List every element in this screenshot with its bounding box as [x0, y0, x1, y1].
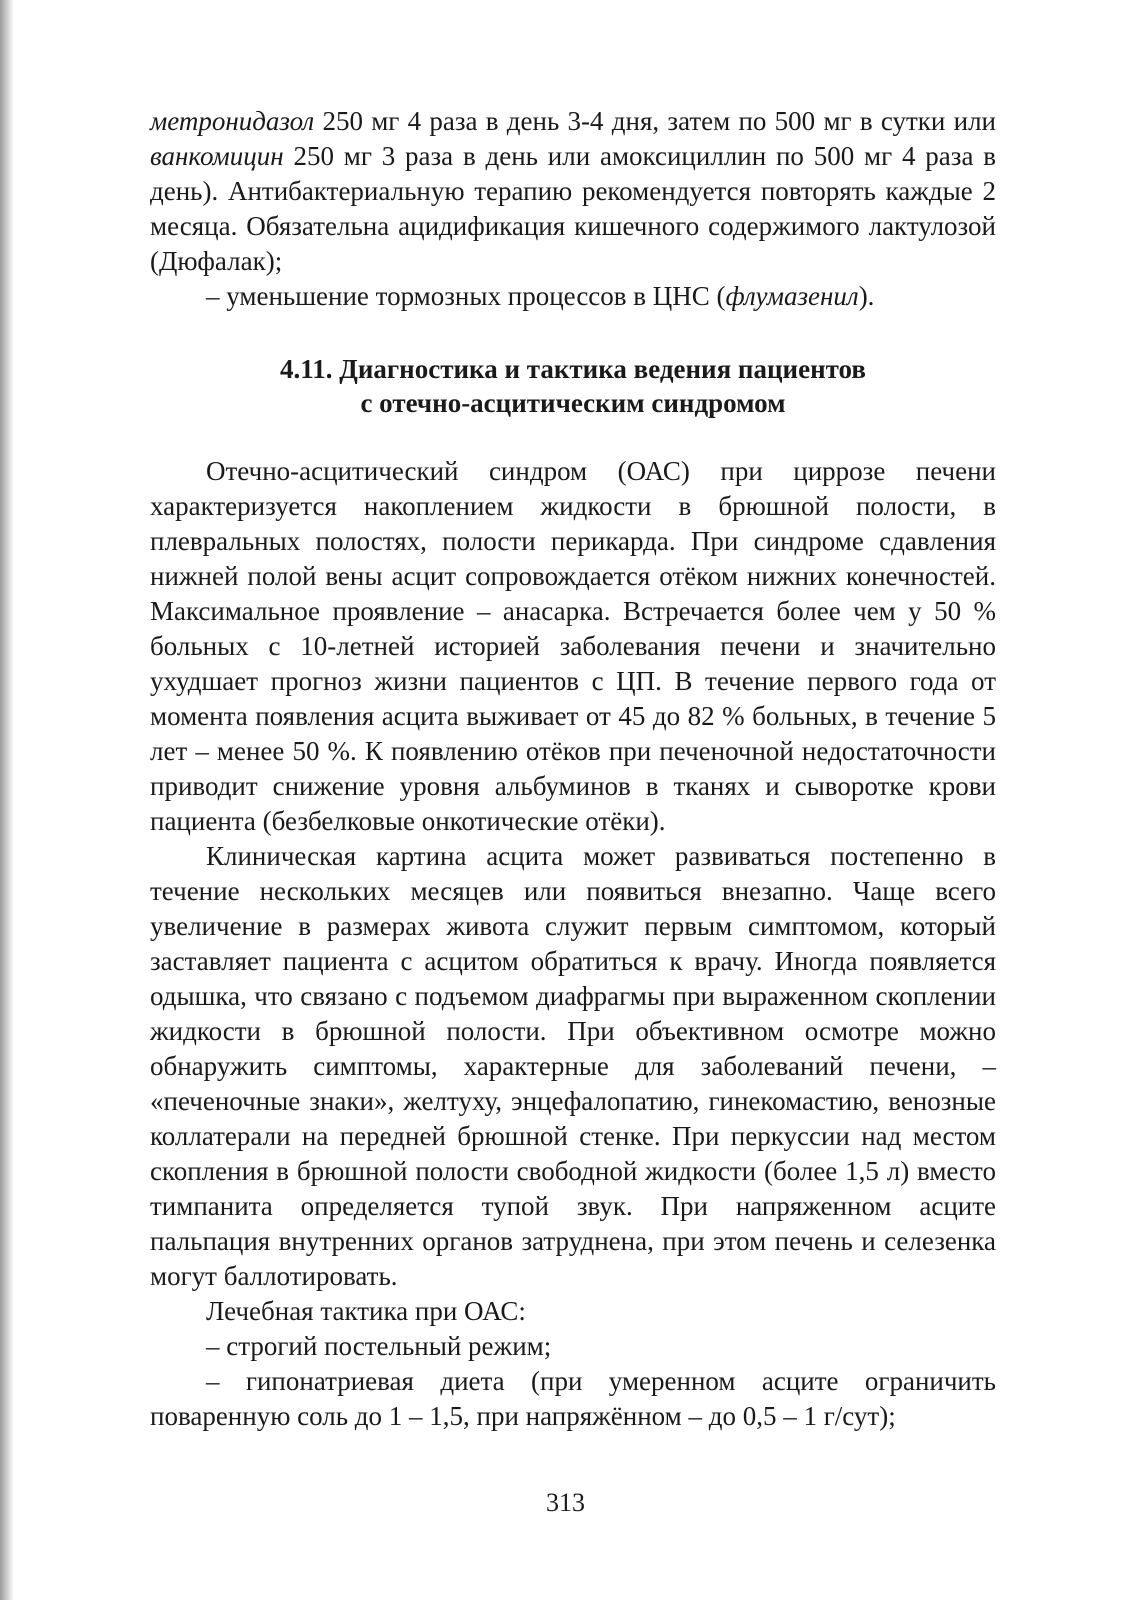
body-paragraph-1: Отечно-асцитический синдром (ОАС) при циррозе печени характеризуется накоплением жидкости в брюшной полости, в плевральных полостях, полости перикарда. При синдроме сдавления нижней полой вены асцит сопровождается отёком нижних конечностей. Максимальное проявление – анасарка. Встречается более чем у 50 % больных с 10-летней историей заболевания печени и значительно ухудшает прогноз жизни пациентов с ЦП. В течение первого года от момента появления асцита выживает от 45 до 82 % больных, в течение 5 лет – менее 50 %. К появлению отёков при печеночной недостаточности приводит снижение уровня альбуминов в тканях и сыворотке крови пациента (безбелковые онкотические отёки). — [150, 456, 996, 836]
scan-binding-shadow — [0, 0, 14, 1600]
body-paragraph-2: Клиническая картина асцита может развиваться постепенно в течение нескольких месяцев или появиться внезапно. Чаще всего увеличение в размерах живота служит первым симптомом, который заставляет пациента с асцитом обратиться к врачу. Иногда появляется одышка, что связано с подъемом диафрагмы при выраженном скоплении жидкости в брюшной полости. При объективном осмотре можно обнаружить симптомы, характерные для заболеваний печени, – «печеночные знаки», желтуху, энцефалопатию, гинекомастию, венозные коллатерали на передней брюшной стенке. При перкуссии над местом скопления в брюшной полости свободной жидкости (более 1,5 л) вместо тимпанита определяется тупой звук. При напряженном асците пальпация внутренних органов затруднена, при этом печень и селезенка могут баллотировать. — [150, 841, 996, 1291]
intro-text-1: 250 мг 4 раза в день 3-4 дня, затем по 500 мг в сутки или — [314, 106, 996, 136]
tactics-item-2: – гипонатриевая диета (при умеренном асците ограничить поваренную соль до 1 – 1,5, при напряжённом – до 0,5 – 1 г/сут); — [150, 1366, 996, 1431]
section-heading — [150, 352, 996, 420]
section-heading-line-1: 4.11. Диагностика и тактика ведения пациентов — [280, 354, 866, 384]
page-number: 313 — [546, 1488, 585, 1517]
intro-bullet-suffix: ). — [858, 281, 875, 311]
intro-paragraph — [150, 104, 996, 279]
tactics-title: Лечебная тактика при ОАС: — [206, 1296, 526, 1326]
drug-name-flumazenil: флумазенил — [725, 281, 859, 311]
page-text-block — [150, 104, 996, 1434]
section-heading-line-2: с отечно-асцитическим синдромом — [360, 388, 786, 418]
drug-name-vancomycin: ванкомицин — [150, 141, 284, 171]
intro-text-2: 250 мг 3 раза в день или амоксициллин по 500 мг 4 раза в день). Антибактериальную терапию рекомендуется повторять каждые 2 месяца. Обязательна ацидификация кишечного содержимого лактулозой (Дюфалак); — [150, 141, 996, 276]
drug-name-metronidazole: метронидазол — [150, 106, 315, 136]
intro-bullet-prefix: – уменьшение тормозных процессов в ЦНС ( — [206, 281, 726, 311]
tactics-item-1: – строгий постельный режим; — [206, 1331, 552, 1361]
intro-bullet — [150, 279, 996, 314]
section-body — [150, 454, 996, 1434]
